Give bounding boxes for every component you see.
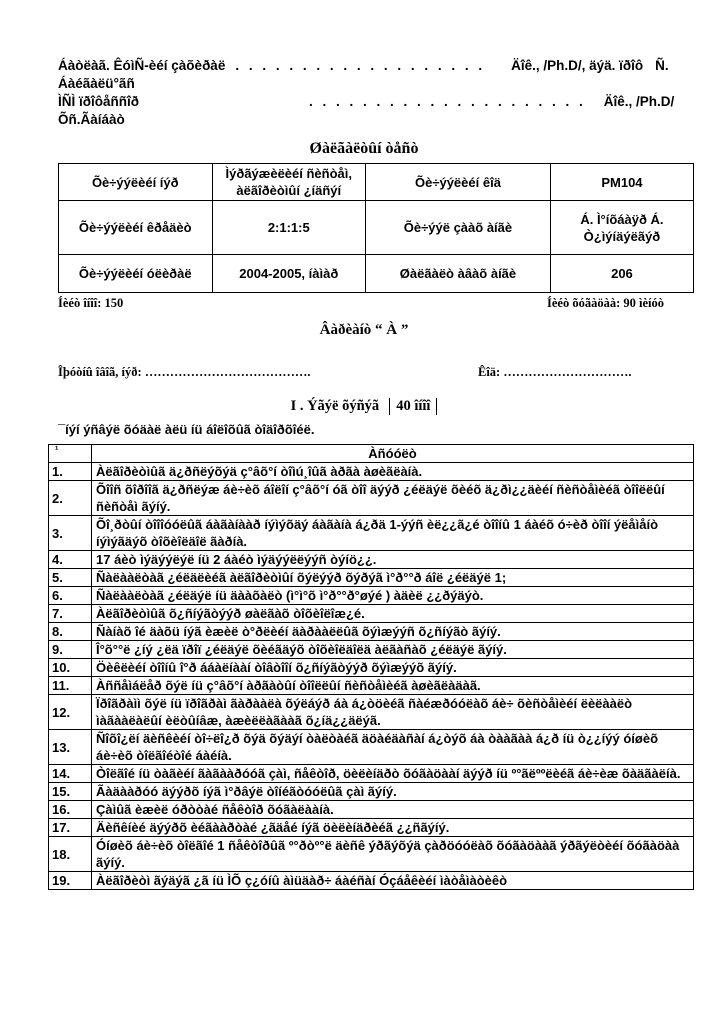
question-text: Ïðîãðàìì õýë íü ïðîãðàì ãàðààëà õýëáýð áà á¿òöèéã ñàéæðóóëàõ áè÷ õèñòåìèéí ëèëààëò ìàãààëàëûí èëòûíâæ, àæèëëàãààã õ¿íä¿¿äëýã. bbox=[92, 695, 694, 730]
question-row bbox=[49, 569, 694, 587]
question-number: 15. bbox=[49, 783, 92, 801]
question-row bbox=[49, 783, 694, 801]
exam-room-label: Øàëãàëò àâàõ àíãè bbox=[366, 255, 551, 293]
reviewer-dots: . . . . . . . . . . . . . . . . . . . . . bbox=[309, 94, 586, 109]
section-instructions: ¯íýí ýñâýë õóäàë àëü íü áîëîõûã òîäîðõîéë. bbox=[58, 422, 315, 437]
question-number: 7. bbox=[49, 605, 92, 623]
question-number: 14. bbox=[49, 765, 92, 783]
question-number: 16. bbox=[49, 801, 92, 819]
question-text: Õî¸ðòûí òîîîóóëûã áàãàíààð íýìýõäý áàãàíà á¿ðä 1-ýýñ èë¿¿ã¿é òîîíû 1 áàéõ ó÷èð òîîí ýëåìåíò íýìýãäýõ òîõèîëäîë ãàðíà. bbox=[92, 516, 694, 551]
question-row bbox=[49, 481, 694, 516]
author-line bbox=[58, 58, 669, 73]
semester-label: Õè÷ýýëèéí óëèðàë bbox=[59, 255, 213, 293]
question-number: 4. bbox=[49, 551, 92, 569]
total-time: Íèéò õóãàöàà: 90 ìèíóò bbox=[547, 296, 664, 310]
exam-variant: Âàðèàíò “ À ” bbox=[319, 322, 409, 338]
exam-room-value: 206 bbox=[550, 255, 693, 293]
section-points: 40 îíîî bbox=[389, 398, 437, 415]
student-line bbox=[58, 365, 632, 380]
exam-limits bbox=[58, 296, 694, 311]
reviewer-name: Õñ.Ãàíáàò bbox=[58, 112, 125, 127]
author-name: Áàéãàëü°ãñ bbox=[58, 76, 135, 91]
question-text: Àëãîðèòìûã ä¿ðñëýõýä ç°âõ°í òîìú¸îûã àðãà àøèãëàíà. bbox=[92, 463, 694, 481]
question-row bbox=[49, 730, 694, 765]
question-row bbox=[49, 516, 694, 551]
question-number: 3. bbox=[49, 516, 92, 551]
question-text: Àëãîðèòì ãýäýã ¿ã íü ÌÕ ç¿óíû àìüäàð÷ áàéñàí Óçáåêèéí ìàòåìàòèêò bbox=[92, 872, 694, 890]
question-row bbox=[49, 837, 694, 872]
question-text: Äèñêíèé äýýðõ èéãààðòàé ¿ãäåé íýã öèëèíäðèéã ¿¿ñãýíý. bbox=[92, 819, 694, 837]
question-number: 6. bbox=[49, 587, 92, 605]
question-number: 9. bbox=[49, 641, 92, 659]
question-text: Ãàäààðóó äýýðõ íýã ì°ðâýë òîíéãòóóëûã çàì ãýíý. bbox=[92, 783, 694, 801]
question-text: Ñîõî¿ëí äèñêèéí òî÷ëî¿ð õýä õýäýí òàëòàéã äöàéäàñàí á¿òýõ áà òààãàà á¿ð íü ò¿¿íýý óíøèõ áè÷èõ òîëãîéòîé áàéíà. bbox=[92, 730, 694, 765]
question-row bbox=[49, 623, 694, 641]
student-code-field: Êîä: …………………………. bbox=[478, 365, 632, 379]
course-info-table bbox=[58, 163, 694, 293]
question-number: 8. bbox=[49, 623, 92, 641]
question-text-header: Àñóóëò bbox=[92, 445, 694, 463]
question-text: Î°õ°°ë ¿íý ¿ëä ïðîï ¿éëäýë õèéãäýõ òîõèîëäîëä àëãàñàõ ¿éëäýë ãýíý. bbox=[92, 641, 694, 659]
question-number: 13. bbox=[49, 730, 92, 765]
question-number: 19. bbox=[49, 872, 92, 890]
course-code-value: PM104 bbox=[550, 164, 693, 201]
reviewer-degree: Äîê., /Ph.D/ bbox=[603, 94, 675, 109]
question-number: 17. bbox=[49, 819, 92, 837]
question-text: Àññåìáëåð õýë íü ç°âõ°í àðãàòûí òîîëëûí ñèñòåìèéã àøèãëàäàã. bbox=[92, 677, 694, 695]
question-list bbox=[49, 463, 694, 890]
question-text: Óíøèõ áè÷èõ òîëãîé 1 ñåêòîðûã º°ðòº°ë äèñê ýðãýõýä çàðöóóëàõ õóãàöààã ýðãýëòèéí õóãàöàà ãýíý. bbox=[92, 837, 694, 872]
question-text: Ñàíàõ îé äàõü íýã èæèë ò°ðëèéí äàðààëëûã õýìæýýñ õ¿ñíýãò ãýíý. bbox=[92, 623, 694, 641]
question-row bbox=[49, 605, 694, 623]
question-row bbox=[49, 695, 694, 730]
question-number: 1. bbox=[49, 463, 92, 481]
course-name-value: Ìýðãýæèëèéí ñèñòåì, àëãîðèòìûí ¿íäñýí bbox=[212, 164, 366, 201]
lecturer-value: Á. Ì°íõáàÿð Á. Ò¿ìýíäýëãýð bbox=[550, 201, 693, 255]
reviewer-prefix: ÌÑÌ ïðîôåññîð bbox=[58, 94, 139, 109]
question-text: Ñàëààëòàã ¿éëäëèéã àëãîðèòìûí õýëýýð õýðýã ì°ð°°ð áîë ¿éëäýë 1; bbox=[92, 569, 694, 587]
section-heading bbox=[0, 398, 728, 415]
author-prefix: Áàòëàã. ÊóìÑ-èéí çàõèðàë bbox=[58, 58, 226, 73]
question-number: 2. bbox=[49, 481, 92, 516]
question-row bbox=[49, 819, 694, 837]
question-text: Õîîñ õîðîîã ä¿ðñëýæ áè÷èõ áîëîí ç°âõ°í óã òîî äýýð ¿éëäýë õèéõ ä¿ðì¿¿äèéí ñèñòåìèéã òîîëëûí ñèñòåì ãýíý. bbox=[92, 481, 694, 516]
semester-value: 2004-2005, íàìàð bbox=[212, 255, 366, 293]
question-number-header: ¹ bbox=[49, 445, 92, 463]
question-text: Çàìûã èæèë óðòòàé ñåêòîð õóãàëààíà. bbox=[92, 801, 694, 819]
author-dots: . . . . . . . . . . . . . . . . . . . bbox=[235, 58, 486, 73]
author-initial: Ñ. bbox=[655, 58, 669, 73]
question-row bbox=[49, 801, 694, 819]
question-row bbox=[49, 587, 694, 605]
question-number: 11. bbox=[49, 677, 92, 695]
course-credit-label: Õè÷ýýëèéí êðåäèò bbox=[59, 201, 213, 255]
author-degree: Äîê., /Ph.D/, äýä. ïðîô bbox=[511, 58, 644, 73]
question-row bbox=[49, 872, 694, 890]
question-number: 10. bbox=[49, 659, 92, 677]
question-row bbox=[49, 641, 694, 659]
question-row bbox=[49, 463, 694, 481]
course-credit-value: 2:1:1:5 bbox=[212, 201, 366, 255]
question-text: Öèêëèéí òîîíû î°ð ááàëíààí òîâòîîí õ¿ñíýãòýýð õýìæýýõ ãýíý. bbox=[92, 659, 694, 677]
reviewer-line bbox=[58, 94, 674, 109]
question-number: 5. bbox=[49, 569, 92, 587]
lecturer-label: Õè÷ýýë çààõ àíãè bbox=[366, 201, 551, 255]
question-text: Àëãîðèòìûã õ¿ñíýãòýýð øàëãàõ òîõèîëîæ¿é. bbox=[92, 605, 694, 623]
section-title: I . Ýãýë õýñýã bbox=[290, 398, 380, 414]
question-row bbox=[49, 765, 694, 783]
course-code-label: Õè÷ýýëèéí êîä bbox=[366, 164, 551, 201]
question-number: 12. bbox=[49, 695, 92, 730]
course-name-label: Õè÷ýýëèéí íýð bbox=[59, 164, 213, 201]
question-row bbox=[49, 551, 694, 569]
question-row bbox=[49, 659, 694, 677]
question-text: Òîëãîé íü òàãèéí ãàãààðóóã çàì, ñåêòîð, öèëèíäðò õóãàöààí äýýð íü º°ãëººëèéã áè÷èæ õàäãàëíà. bbox=[92, 765, 694, 783]
student-name-field: Îþóòíû îâîã, íýð: …………………………………. bbox=[58, 365, 311, 379]
question-row bbox=[49, 677, 694, 695]
question-table bbox=[48, 444, 694, 890]
total-points: Íèéò îíîî: 150 bbox=[58, 296, 124, 310]
question-text: 17 áèò ìýäýýëýë íü 2 áàéò ìýäýýëëýýñ òýíö¿¿. bbox=[92, 551, 694, 569]
exam-title: Øàëãàëòûí òåñò bbox=[309, 140, 419, 157]
question-text: Ñàëààëòàã ¿éëäýë íü äààõàëò (ì°ì°õ ì°ð°°ð°øýé ) àäèë ¿¿ðýäýò. bbox=[92, 587, 694, 605]
question-number: 18. bbox=[49, 837, 92, 872]
